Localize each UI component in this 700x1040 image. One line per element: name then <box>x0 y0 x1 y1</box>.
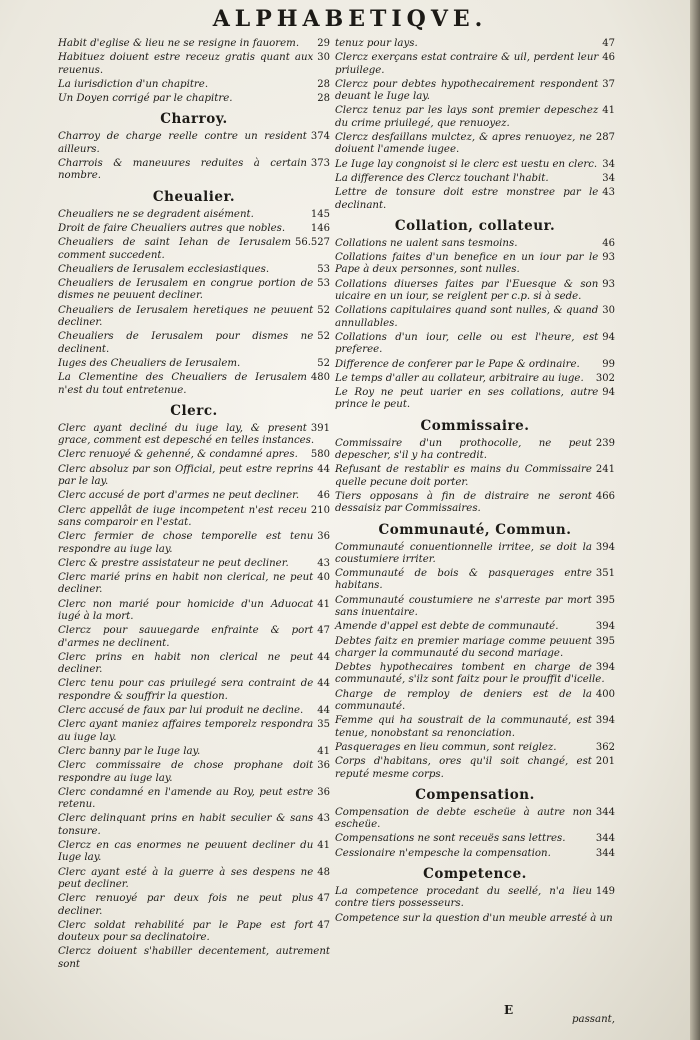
page-reference: 94 <box>602 387 615 399</box>
right-column <box>335 38 615 927</box>
page-reference: 47 <box>317 919 330 931</box>
page-reference: 52 <box>317 331 330 343</box>
entry-text: Compensations ne sont receuës sans lettres. <box>335 833 566 845</box>
entry-text: Clercz en cas enormes ne peuuent decliner du Iuge lay. <box>58 840 314 864</box>
entry-text: Droit de faire Cheualiers autres que nobles. <box>58 222 286 234</box>
page-reference: 146 <box>310 222 330 234</box>
entry-text: Clerc soldat rehabilité par le Pape est fort douteux pour sa declinatoire. <box>58 919 314 944</box>
page-reference: 35 <box>317 719 330 731</box>
index-entry <box>58 678 330 703</box>
entry-text: La competence procedant du seellé, n'a lieu contre tiers possesseurs. <box>335 886 592 910</box>
entry-text: Cheualiers de saint Iehan de Ierusalem comment succedent. <box>58 237 291 261</box>
entry-text: Lettre de tonsure doit estre monstree par le declinant. <box>335 187 599 211</box>
page-reference: 145 <box>310 208 330 220</box>
section-heading: Clerc. <box>170 402 218 419</box>
section-heading: Compensation. <box>415 786 535 803</box>
index-entry <box>335 689 615 714</box>
entry-text: Cessionaire n'empesche la compensation. <box>335 847 551 859</box>
page-reference: 362 <box>595 741 615 753</box>
page-reference: 400 <box>595 688 615 700</box>
page-reference: 94 <box>602 331 615 343</box>
page-edge <box>690 0 700 1040</box>
index-entry <box>58 558 330 570</box>
index-entry <box>58 131 330 156</box>
index-entry <box>58 746 330 758</box>
index-entry <box>58 920 330 945</box>
page-reference: 394 <box>595 662 615 674</box>
entry-text: Clerc prins en habit non clerical ne peut decliner. <box>58 651 314 676</box>
index-entry <box>335 886 615 911</box>
index-entry <box>335 756 615 781</box>
entry-text: Clerc accusé de faux par lui produit ne decline. <box>58 705 304 717</box>
entry-text: Cheualiers de Ierusalem en congrue portion de dismes ne peuuent decliner. <box>58 278 314 302</box>
page-reference: 480 <box>310 372 330 384</box>
entry-text: Clercz tenuz par les lays sont premier depeschez du crime priuilegé, que renuoyez. <box>335 105 599 129</box>
page-reference: 394 <box>595 621 615 633</box>
page-reference: 46 <box>602 52 615 64</box>
entry-text: Clerc renuoyé & gehenné, & condamné apres. <box>58 449 298 461</box>
page-reference: 28 <box>317 93 330 105</box>
page-reference: 28 <box>317 78 330 90</box>
entry-text: Le Roy ne peut uarier en ses collations, autre prince le peut. <box>335 387 599 411</box>
index-entry <box>58 305 330 330</box>
index-entry <box>335 359 615 371</box>
entry-text: tenuz pour lays. <box>335 38 418 49</box>
page-reference: 40 <box>317 572 330 584</box>
index-entry <box>58 79 330 91</box>
entry-text: Clercz desfaillans mulctez, & apres renuoyez, ne doiuent l'amende iugee. <box>335 132 592 156</box>
entry-text: Collations capitulaires quand sont nulles, & quand annullables. <box>335 305 599 329</box>
entry-text: Clerc absoluz par son Official, peut estre reprins par le lay. <box>58 463 314 488</box>
index-entry <box>335 373 615 385</box>
index-entry <box>58 652 330 677</box>
page-reference: 41 <box>602 105 615 117</box>
index-entry <box>58 158 330 183</box>
section-heading: Competence. <box>423 866 527 883</box>
page-reference: 43 <box>602 187 615 199</box>
page-reference: 580 <box>310 449 330 461</box>
page-reference: 34 <box>602 172 615 184</box>
entry-text: Habituez doiuent estre receuz gratis quant aux reuenus. <box>58 52 314 76</box>
page-reference: 201 <box>595 756 615 768</box>
index-entry <box>335 595 615 620</box>
index-entry <box>58 599 330 624</box>
entry-text: Iuges des Cheualiers de Ierusalem. <box>58 357 241 369</box>
catchword: passant, <box>571 1014 615 1025</box>
signature-mark: E <box>504 1003 514 1017</box>
index-entry <box>58 93 330 105</box>
section-heading: Communauté, Commun. <box>378 521 572 538</box>
entry-text: Communauté conuentionnelle irritee, se doit la coustumiere irriter. <box>335 541 592 565</box>
page-reference: 43 <box>317 813 330 825</box>
page-reference: 99 <box>602 358 615 370</box>
index-entry <box>335 715 615 740</box>
index-entry <box>58 760 330 785</box>
page-reference: 344 <box>595 847 615 859</box>
entry-text: Compensation de debte escheüe à autre non escheüe. <box>335 806 592 831</box>
page-reference: 48 <box>317 866 330 878</box>
page-reference: 374 <box>310 131 330 143</box>
index-entry <box>58 38 330 50</box>
page-reference: 34 <box>602 158 615 170</box>
entry-text: Femme qui ha soustrait de la communauté, est tenue, nonobstant sa renonciation. <box>335 715 592 739</box>
index-entry <box>58 705 330 717</box>
entry-text: Difference de conferer par le Pape & ordinaire. <box>335 358 580 370</box>
index-entry <box>335 913 615 925</box>
entry-text: Clercz exerçans estat contraire & uil, perdent leur priuilege. <box>335 52 599 76</box>
index-entry <box>335 464 615 489</box>
entry-text: La iurisdiction d'un chapitre. <box>58 78 209 90</box>
index-entry <box>58 423 330 448</box>
entry-text: Charrois & maneuures reduites à certain nombre. <box>58 158 307 182</box>
index-entry <box>58 867 330 892</box>
index-entry <box>335 173 615 185</box>
index-entry <box>58 946 330 971</box>
entry-text: Corps d'habitans, ores qu'il soit changé, est reputé mesme corps. <box>335 756 592 780</box>
page-reference: 47 <box>602 38 615 49</box>
entry-text: Clerc commissaire de chose prophane doit respondre au iuge lay. <box>58 760 314 784</box>
index-entry <box>335 568 615 593</box>
page-reference: 466 <box>595 490 615 502</box>
entry-text: Collations ne ualent sans tesmoins. <box>335 237 518 249</box>
entry-text: Clerc ayant esté à la guerre à ses despens ne peut decliner. <box>58 866 314 890</box>
page-reference: 37 <box>602 78 615 90</box>
index-entry <box>335 332 615 357</box>
page-reference: 351 <box>595 568 615 580</box>
section-heading: Charroy. <box>160 111 228 128</box>
page-reference: 46 <box>317 490 330 502</box>
page-reference: 53 <box>317 278 330 290</box>
page-reference: 56.527 <box>295 237 330 249</box>
entry-text: Commissaire d'un prothocolle, ne peut depescher, s'il y ha contredit. <box>335 437 592 462</box>
entry-text: Pasquerages en lieu commun, sont reiglez. <box>335 741 557 753</box>
section-heading: Commissaire. <box>420 417 530 434</box>
index-entry <box>335 662 615 687</box>
index-entry <box>335 621 615 633</box>
index-entry <box>58 531 330 556</box>
entry-text: Cheualiers de Ierusalem ecclesiastiques. <box>58 263 270 275</box>
page-reference: 52 <box>317 357 330 369</box>
page-reference: 93 <box>602 278 615 290</box>
page-reference: 344 <box>595 806 615 818</box>
entry-text: Clerc ayant maniez affaires temporelz respondra au iuge lay. <box>58 719 314 743</box>
index-entry <box>335 305 615 330</box>
entry-text: Clerc banny par le Iuge lay. <box>58 745 201 757</box>
entry-text: Refusant de restablir es mains du Commissaire quelle pecune doit porter. <box>335 464 592 488</box>
entry-text: Clercz pour sauuegarde enfrainte & port d'armes ne declinent. <box>58 625 314 649</box>
index-entry <box>58 52 330 77</box>
index-entry <box>335 132 615 157</box>
index-entry <box>335 252 615 277</box>
index-entry <box>335 833 615 845</box>
entry-text: Clerc delinquant prins en habit seculier & sans tonsure. <box>58 813 314 837</box>
page-reference: 47 <box>317 625 330 637</box>
index-entry <box>335 542 615 567</box>
index-entry <box>58 787 330 812</box>
page-reference: 36 <box>317 531 330 543</box>
page-reference: 29 <box>317 38 330 49</box>
entry-text: Cheualiers de Ierusalem heretiques ne peuuent decliner. <box>58 304 314 329</box>
index-entry <box>335 438 615 463</box>
left-column <box>58 38 330 973</box>
index-entry <box>335 159 615 171</box>
index-entry <box>58 331 330 356</box>
index-entry <box>58 572 330 597</box>
entry-text: Le temps d'aller au collateur, arbitraire au iuge. <box>335 372 584 384</box>
entry-text: Charroy de charge reelle contre un resident ailleurs. <box>58 131 307 155</box>
entry-text: Clercz doiuent s'habiller decentement, autrement sont <box>58 946 330 970</box>
page-reference: 41 <box>317 598 330 610</box>
index-entry <box>58 278 330 303</box>
entry-text: Clerc marié prins en habit non clerical, ne peut decliner. <box>58 572 314 596</box>
entry-text: Clerc tenu pour cas priuilegé sera contraint de respondre & souffrir la question. <box>58 678 314 702</box>
entry-text: Collations faites d'un benefice en un iour par le Pape à deux personnes, sont nulles. <box>335 252 599 276</box>
index-entry <box>58 372 330 397</box>
index-entry <box>335 279 615 304</box>
index-entry <box>335 187 615 212</box>
index-entry <box>335 105 615 130</box>
entry-text: Clerc condamné en l'amende au Roy, peut estre retenu. <box>58 786 314 811</box>
entry-text: Le Iuge lay congnoist si le clerc est uestu en clerc. <box>335 158 598 170</box>
index-entry <box>58 719 330 744</box>
entry-text: Collations diuerses faites par l'Euesque & son uicaire en un iour, se reiglent per c.p. si à sede. <box>335 278 599 303</box>
page-reference: 241 <box>595 464 615 476</box>
page-reference: 302 <box>595 372 615 384</box>
entry-text: Clerc appellât de iuge incompetent n'est receu sans comparoir en l'estat. <box>58 504 307 528</box>
page-reference: 41 <box>317 745 330 757</box>
index-entry <box>58 464 330 489</box>
page-reference: 394 <box>595 541 615 553</box>
entry-text: Clerc accusé de port d'armes ne peut decliner. <box>58 490 300 502</box>
entry-text: Charge de remploy de deniers est de la communauté. <box>335 688 592 713</box>
page-reference: 93 <box>602 252 615 264</box>
entry-text: Clercz pour debtes hypothecairement respondent deuant le Iuge lay. <box>335 78 599 103</box>
index-entry <box>58 264 330 276</box>
index-entry <box>58 237 330 262</box>
index-entry <box>335 807 615 832</box>
page-reference: 44 <box>317 651 330 663</box>
entry-text: Amende d'appel est debte de communauté. <box>335 621 559 633</box>
entry-text: Communauté coustumiere ne s'arreste par mort sans inuentaire. <box>335 594 592 618</box>
entry-text: Habit d'eglise & lieu ne se resigne in fauorem. <box>58 38 300 49</box>
page-reference: 36 <box>317 760 330 772</box>
page-reference: 394 <box>595 715 615 727</box>
page-reference: 36 <box>317 786 330 798</box>
page-reference: 395 <box>595 635 615 647</box>
page-reference: 395 <box>595 594 615 606</box>
page-reference: 47 <box>317 893 330 905</box>
entry-text: Un Doyen corrigé par le chapitre. <box>58 93 233 105</box>
index-entry <box>58 449 330 461</box>
entry-text: Communauté de bois & pasquerages entre habitans. <box>335 568 592 592</box>
page-reference: 43 <box>317 557 330 569</box>
index-entry <box>58 625 330 650</box>
page-reference: 41 <box>317 840 330 852</box>
entry-text: Collations d'un iour, celle ou est l'heure, est preferee. <box>335 331 599 356</box>
page-reference: 391 <box>310 422 330 434</box>
entry-text: Clerc ayant decliné du iuge lay, & present grace, comment est depesché en telles instances. <box>58 422 315 447</box>
index-entry <box>335 52 615 77</box>
index-entry <box>335 38 615 50</box>
running-header: ALPHABETIQVE. <box>212 6 488 32</box>
page-reference: 30 <box>317 52 330 64</box>
index-entry <box>335 742 615 754</box>
index-entry <box>58 209 330 221</box>
index-entry <box>58 840 330 865</box>
index-entry <box>335 491 615 516</box>
page-reference: 373 <box>310 158 330 170</box>
index-entry <box>335 238 615 250</box>
entry-text: Cheualiers de Ierusalem pour dismes ne declinent. <box>58 331 314 355</box>
entry-text: Competence sur la question d'un meuble arresté à un <box>335 912 613 924</box>
page-reference: 149 <box>595 886 615 898</box>
entry-text: La Clementine des Cheualiers de Ierusalem n'est du tout entretenue. <box>58 372 307 396</box>
page-reference: 287 <box>595 132 615 144</box>
entry-text: Clerc renuoyé par deux fois ne peut plus decliner. <box>58 893 314 917</box>
page-reference: 210 <box>310 504 330 516</box>
entry-text: Tiers opposans à fin de distraire ne seront dessaisiz par Commissaires. <box>335 490 592 515</box>
entry-text: Cheualiers ne se degradent aisément. <box>58 208 254 220</box>
entry-text: Debtes faitz en premier mariage comme peuuent charger la communauté du second mariage. <box>335 635 592 659</box>
index-entry <box>58 223 330 235</box>
entry-text: Debtes hypothecaires tombent en charge de communauté, s'ilz sont faitz pour le prouffit d'icelle. <box>335 662 605 686</box>
page-reference: 44 <box>317 705 330 717</box>
index-entry <box>335 848 615 860</box>
page-reference: 239 <box>595 437 615 449</box>
page-reference: 44 <box>317 678 330 690</box>
index-entry <box>58 358 330 370</box>
index-entry <box>58 893 330 918</box>
page-reference: 46 <box>602 237 615 249</box>
index-entry <box>58 813 330 838</box>
page-reference: 53 <box>317 263 330 275</box>
entry-text: La difference des Clercz touchant l'habit. <box>335 172 549 184</box>
index-entry <box>335 387 615 412</box>
entry-text: Clerc non marié pour homicide d'un Aduocat iugé à la mort. <box>58 598 314 622</box>
page-reference: 44 <box>317 463 330 475</box>
page-reference: 52 <box>317 304 330 316</box>
index-entry <box>335 79 615 104</box>
entry-text: Clerc & prestre assistateur ne peut decliner. <box>58 557 289 569</box>
entry-text: Clerc fermier de chose temporelle est tenu respondre au iuge lay. <box>58 531 314 555</box>
page-reference: 30 <box>602 305 615 317</box>
index-entry <box>335 636 615 661</box>
index-entry <box>58 505 330 530</box>
section-heading: Cheualier. <box>152 188 236 205</box>
page-reference: 344 <box>595 833 615 845</box>
index-entry <box>58 490 330 502</box>
section-heading: Collation, collateur. <box>394 217 556 234</box>
